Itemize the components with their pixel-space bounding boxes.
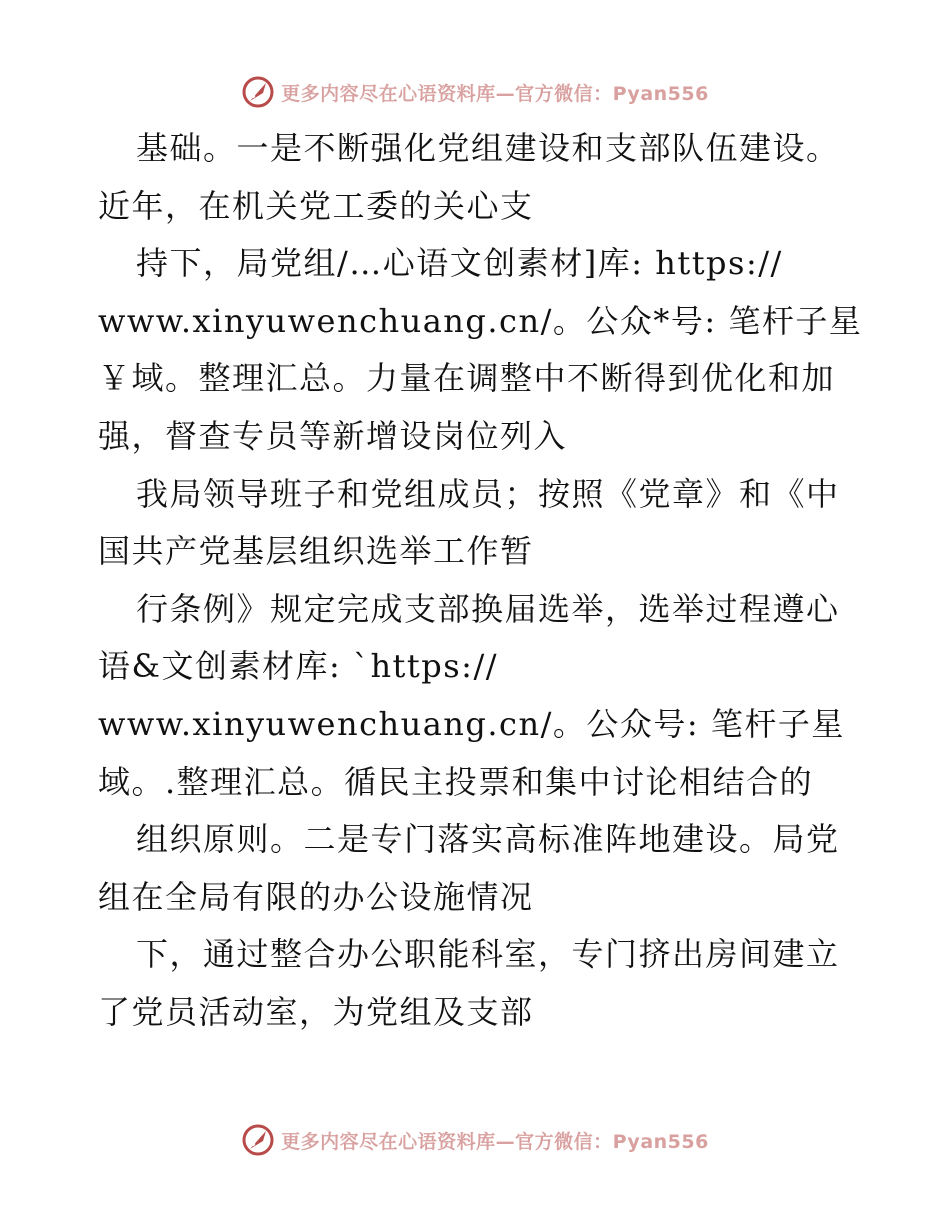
text-line: 基础。一是不断强化党组建设和支部队伍建设。 xyxy=(136,129,840,167)
text-line: 持下，局党组/…心语文创素材]库: https:// xyxy=(136,244,783,283)
quill-logo-icon xyxy=(241,1123,275,1157)
footer-banner-text: 更多内容尽在心语资料库—官方微信：Pyan556 xyxy=(281,1130,709,1153)
text-line: 域。.整理汇总。循民主投票和集中讨论相结合的 xyxy=(98,762,814,801)
text-line: 组织原则。二是专门落实高标准阵地建设。局党 xyxy=(136,820,840,859)
text-line: 语&文创素材库: `https:// xyxy=(98,647,499,686)
text-line: ￥域。整理汇总。力量在调整中不断得到优化和加 xyxy=(98,359,836,398)
document-body xyxy=(98,120,863,1042)
text-line: 组在全局有限的办公设施情况 xyxy=(98,877,534,916)
text-line: www.xinyuwenchuang.cn/。公众号: 笔杆子星 xyxy=(98,704,845,743)
text-line: 行条例》规定完成支部换届选举，选举过程遵心 xyxy=(136,589,840,628)
footer-banner xyxy=(0,1120,950,1160)
text-line: 了党员活动室，为党组及支部 xyxy=(98,992,534,1031)
text-line: 下，通过整合办公职能科室，专门挤出房间建立 xyxy=(136,935,840,974)
text-line: 近年，在机关党工委的关心支 xyxy=(98,186,534,225)
text-line: 强，督查专员等新增设岗位列入 xyxy=(98,416,568,455)
text-line: 我局领导班子和党组成员；按照《党章》和《中 xyxy=(136,474,840,513)
text-line: www.xinyuwenchuang.cn/。公众*号: 笔杆子星 xyxy=(98,301,863,340)
text-line: 国共产党基层组织选举工作暂 xyxy=(98,532,534,571)
header-banner-text: 更多内容尽在心语资料库—官方微信：Pyan556 xyxy=(281,82,709,105)
header-banner xyxy=(0,72,950,112)
quill-logo-icon xyxy=(241,75,275,109)
